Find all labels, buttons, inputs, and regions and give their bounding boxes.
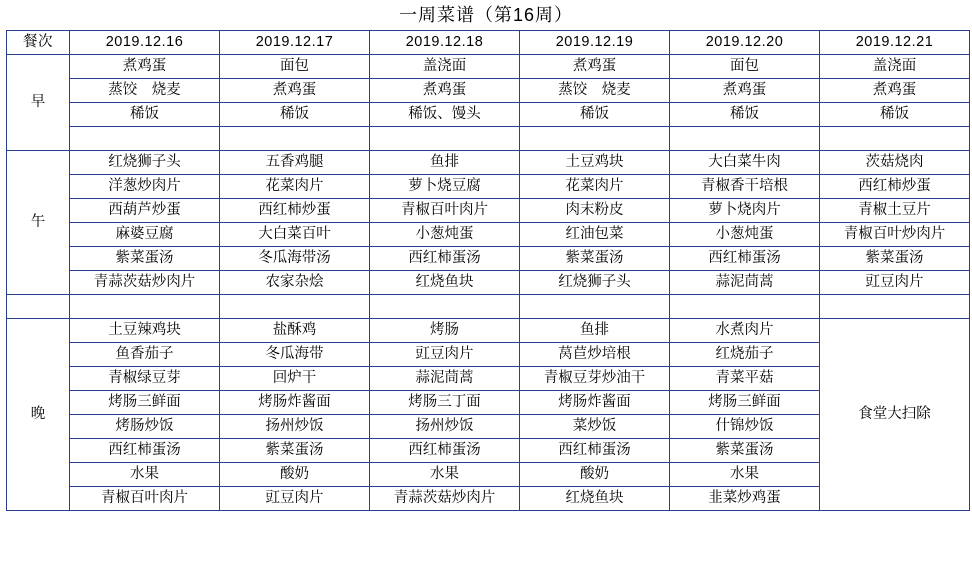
menu-cell: 小葱炖蛋: [370, 223, 520, 247]
menu-cell: 莴苣炒培根: [520, 343, 670, 367]
weekly-menu-table: [6, 30, 970, 511]
menu-cell: 萝卜烧豆腐: [370, 175, 520, 199]
menu-cell: 豇豆肉片: [820, 271, 970, 295]
menu-cell: 水果: [370, 463, 520, 487]
header-date-3: 2019.12.18: [370, 31, 520, 55]
menu-cell: 什锦炒饭: [670, 415, 820, 439]
menu-cell: 盐酥鸡: [220, 319, 370, 343]
menu-cell: 煮鸡蛋: [520, 55, 670, 79]
menu-cell: 鱼香茄子: [70, 343, 220, 367]
menu-cell: 烤肠炸酱面: [220, 391, 370, 415]
menu-cell: 面包: [670, 55, 820, 79]
table-row: [7, 103, 970, 127]
menu-cell-empty: [370, 127, 520, 151]
meal-label-breakfast: 早: [7, 55, 70, 151]
table-row: [7, 175, 970, 199]
menu-cell: 青椒百叶炒肉片: [820, 223, 970, 247]
header-date-2: 2019.12.17: [220, 31, 370, 55]
header-date-1: 2019.12.16: [70, 31, 220, 55]
menu-cell: 煮鸡蛋: [670, 79, 820, 103]
menu-cell: 面包: [220, 55, 370, 79]
menu-cell: 盖浇面: [370, 55, 520, 79]
menu-cell-empty: [670, 127, 820, 151]
menu-cell: 煮鸡蛋: [70, 55, 220, 79]
menu-cell: 红油包菜: [520, 223, 670, 247]
menu-cell: 青椒百叶肉片: [370, 199, 520, 223]
menu-cell: 烤肠三丁面: [370, 391, 520, 415]
menu-cell: 回炉干: [220, 367, 370, 391]
table-row: [7, 55, 970, 79]
header-date-4: 2019.12.19: [520, 31, 670, 55]
separator-cell: [70, 295, 220, 319]
menu-cell: 青椒香干培根: [670, 175, 820, 199]
menu-cell: 紫菜蛋汤: [520, 247, 670, 271]
table-row: [7, 127, 970, 151]
menu-cell: 紫菜蛋汤: [670, 439, 820, 463]
menu-cell: 煮鸡蛋: [370, 79, 520, 103]
menu-cell-empty: [70, 127, 220, 151]
menu-cell: 西红柿蛋汤: [670, 247, 820, 271]
menu-cell: 盖浇面: [820, 55, 970, 79]
menu-cell: 花菜肉片: [220, 175, 370, 199]
menu-cell: 蒸饺 烧麦: [520, 79, 670, 103]
menu-cell: 烤肠炸酱面: [520, 391, 670, 415]
menu-cell: 大白菜牛肉: [670, 151, 820, 175]
table-row: [7, 247, 970, 271]
menu-cell: 鱼排: [520, 319, 670, 343]
menu-cell-empty: [520, 127, 670, 151]
table-header-row: [7, 31, 970, 55]
table-row: [7, 271, 970, 295]
menu-cell: 紫菜蛋汤: [70, 247, 220, 271]
menu-cell: 青蒜茨菇炒肉片: [70, 271, 220, 295]
menu-cell: 肉末粉皮: [520, 199, 670, 223]
menu-cell: 青椒百叶肉片: [70, 487, 220, 511]
menu-cell-notice: 食堂大扫除: [820, 319, 970, 511]
menu-cell: 紫菜蛋汤: [220, 439, 370, 463]
menu-cell: 红烧狮子头: [520, 271, 670, 295]
menu-cell: 稀饭: [820, 103, 970, 127]
menu-cell: 稀饭、馒头: [370, 103, 520, 127]
menu-cell: 大白菜百叶: [220, 223, 370, 247]
menu-cell: 青蒜茨菇炒肉片: [370, 487, 520, 511]
menu-cell: 水果: [70, 463, 220, 487]
menu-cell: 麻婆豆腐: [70, 223, 220, 247]
menu-cell: 西红柿炒蛋: [220, 199, 370, 223]
menu-cell: 豇豆肉片: [370, 343, 520, 367]
menu-cell: 西红柿蛋汤: [370, 439, 520, 463]
separator-cell: [670, 295, 820, 319]
table-row: [7, 223, 970, 247]
header-meal-label: 餐次: [7, 31, 70, 55]
menu-cell: 韭菜炒鸡蛋: [670, 487, 820, 511]
menu-cell: 西红柿炒蛋: [820, 175, 970, 199]
menu-cell: 冬瓜海带: [220, 343, 370, 367]
menu-cell: 蒸饺 烧麦: [70, 79, 220, 103]
table-row: [7, 319, 970, 343]
menu-cell: 煮鸡蛋: [220, 79, 370, 103]
menu-cell: 西葫芦炒蛋: [70, 199, 220, 223]
menu-cell: 豇豆肉片: [220, 487, 370, 511]
menu-cell: 扬州炒饭: [220, 415, 370, 439]
menu-cell-empty: [220, 127, 370, 151]
menu-cell: 土豆鸡块: [520, 151, 670, 175]
separator-cell: [220, 295, 370, 319]
menu-cell: 烤肠炒饭: [70, 415, 220, 439]
menu-cell: 小葱炖蛋: [670, 223, 820, 247]
header-date-6: 2019.12.21: [820, 31, 970, 55]
separator-cell: [370, 295, 520, 319]
separator-cell: [520, 295, 670, 319]
menu-cell: 稀饭: [70, 103, 220, 127]
menu-cell: 红烧鱼块: [520, 487, 670, 511]
menu-cell: 西红柿蛋汤: [70, 439, 220, 463]
menu-cell: 茨菇烧肉: [820, 151, 970, 175]
separator-cell: [820, 295, 970, 319]
menu-cell: 烤肠三鲜面: [670, 391, 820, 415]
menu-cell: 西红柿蛋汤: [520, 439, 670, 463]
menu-cell: 青菜平菇: [670, 367, 820, 391]
table-row: [7, 199, 970, 223]
menu-cell: 花菜肉片: [520, 175, 670, 199]
menu-cell-empty: [820, 127, 970, 151]
menu-cell: 红烧鱼块: [370, 271, 520, 295]
menu-cell: 冬瓜海带汤: [220, 247, 370, 271]
menu-cell: 菜炒饭: [520, 415, 670, 439]
menu-cell: 酸奶: [520, 463, 670, 487]
table-row: [7, 79, 970, 103]
menu-cell: 洋葱炒肉片: [70, 175, 220, 199]
menu-cell: 蒜泥茼蒿: [370, 367, 520, 391]
menu-cell: 五香鸡腿: [220, 151, 370, 175]
menu-cell: 烤肠三鲜面: [70, 391, 220, 415]
menu-cell: 红烧茄子: [670, 343, 820, 367]
section-separator-row: [7, 295, 970, 319]
menu-cell: 稀饭: [670, 103, 820, 127]
menu-cell: 蒜泥茼蒿: [670, 271, 820, 295]
menu-cell: 农家杂烩: [220, 271, 370, 295]
menu-cell: 萝卜烧肉片: [670, 199, 820, 223]
menu-cell: 烤肠: [370, 319, 520, 343]
menu-cell: 土豆辣鸡块: [70, 319, 220, 343]
menu-cell: 青椒绿豆芽: [70, 367, 220, 391]
menu-cell: 稀饭: [520, 103, 670, 127]
menu-cell: 青椒土豆片: [820, 199, 970, 223]
menu-cell: 红烧狮子头: [70, 151, 220, 175]
menu-cell: 鱼排: [370, 151, 520, 175]
table-row: [7, 151, 970, 175]
header-date-5: 2019.12.20: [670, 31, 820, 55]
menu-cell: 水果: [670, 463, 820, 487]
menu-cell: 西红柿蛋汤: [370, 247, 520, 271]
menu-cell: 稀饭: [220, 103, 370, 127]
menu-cell: 酸奶: [220, 463, 370, 487]
menu-cell: 扬州炒饭: [370, 415, 520, 439]
meal-label-dinner: 晚: [7, 319, 70, 511]
page-title: 一周菜谱（第16周）: [398, 5, 574, 25]
menu-cell: 水煮肉片: [670, 319, 820, 343]
menu-cell: 煮鸡蛋: [820, 79, 970, 103]
menu-cell: 紫菜蛋汤: [820, 247, 970, 271]
menu-cell: 青椒豆芽炒油干: [520, 367, 670, 391]
separator-cell: [7, 295, 70, 319]
meal-label-lunch: 午: [7, 151, 70, 295]
menu-table-body: [7, 31, 970, 511]
